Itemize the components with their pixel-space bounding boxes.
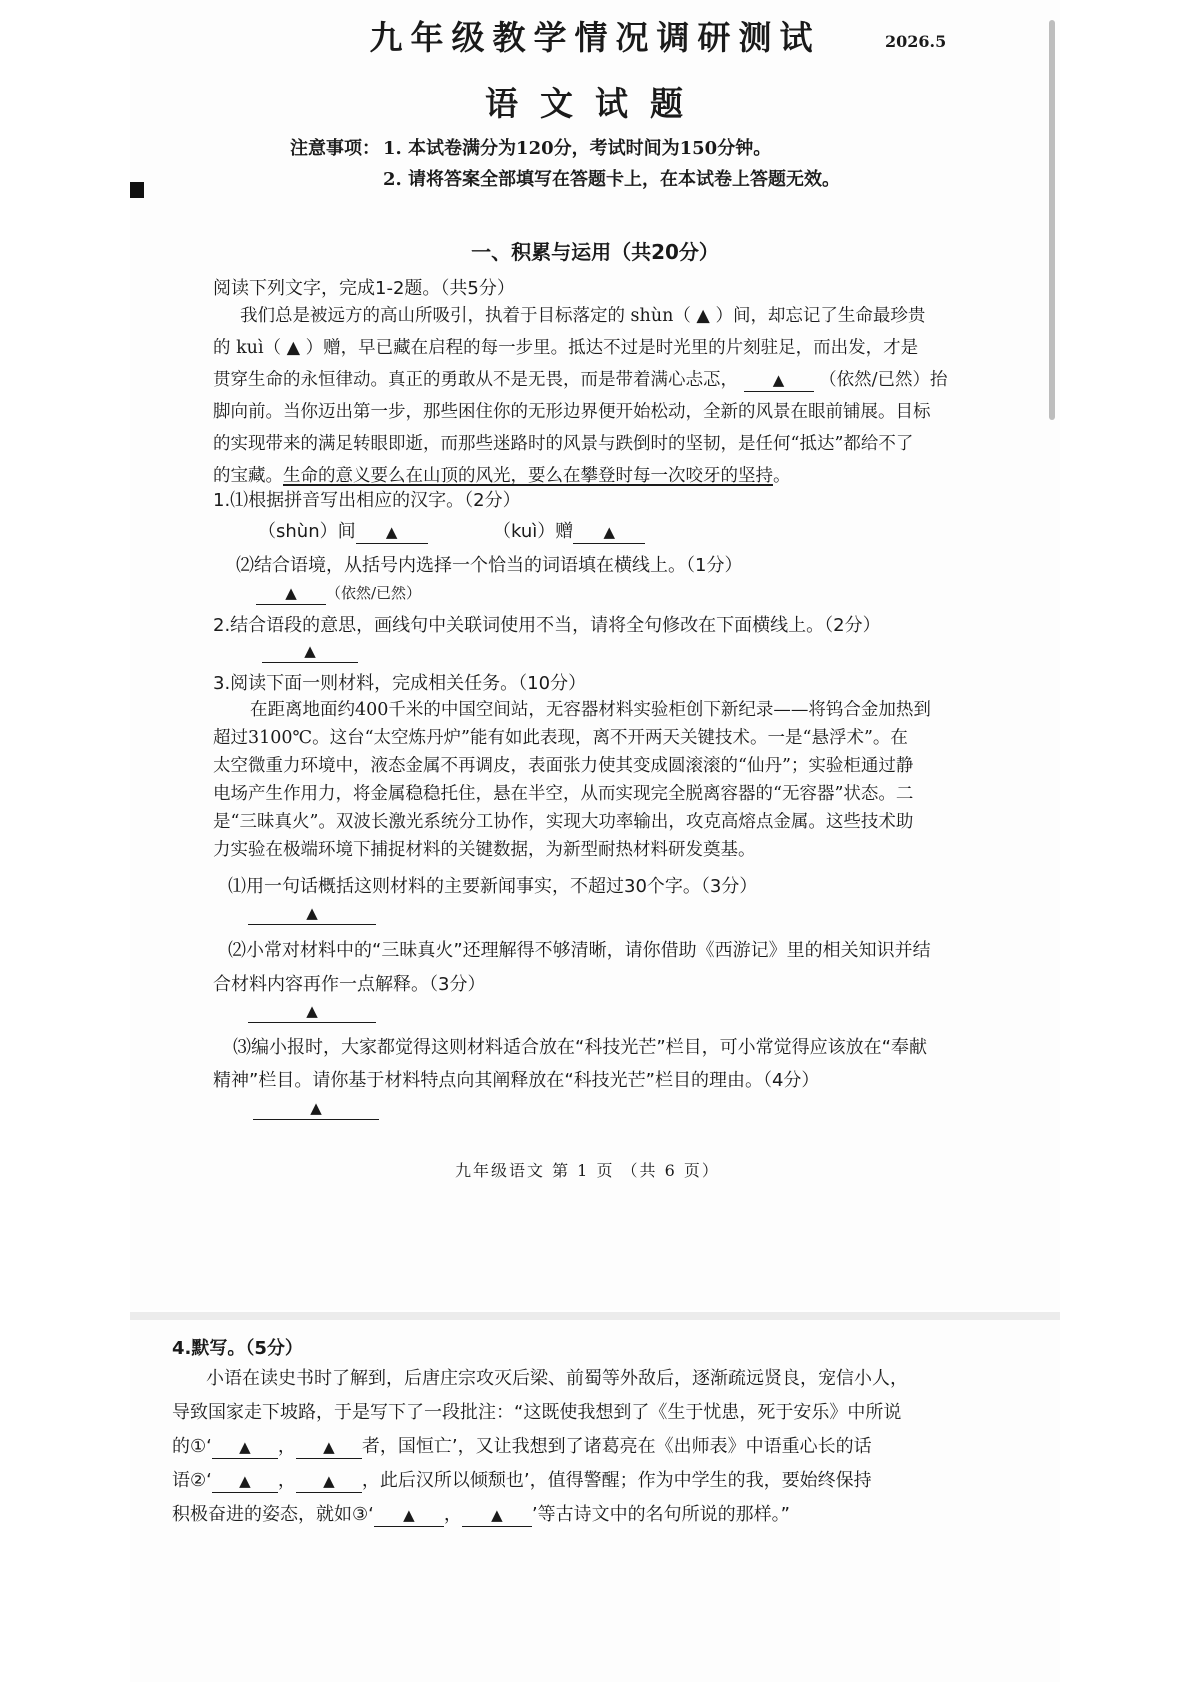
answer-blank: [248, 903, 376, 925]
material-line: 超过3100℃。这台“太空炼丹炉”能有如此表现，离不开两天关键技术。一是“悬浮术”。在: [213, 728, 908, 748]
material-line: 电场产生作用力，将金属稳稳托住，悬在半空，从而实现完全脱离容器的“无容器”状态。二: [213, 784, 914, 804]
q4-line: [172, 1432, 872, 1459]
triangle-icon: ▲: [310, 1099, 322, 1117]
q4-text: ，: [277, 1436, 296, 1457]
exam-date: 2026.5: [885, 32, 947, 51]
q3-3-answer: [253, 1097, 379, 1120]
answer-blank: [262, 641, 358, 663]
passage-intro: 阅读下列文字，完成1-2题。（共5分）: [213, 278, 515, 299]
answer-blank: [296, 1437, 362, 1459]
passage-text: （依然/已然）抬: [819, 370, 948, 390]
passage-text: 的宝藏。: [213, 466, 283, 486]
answer-blank: [374, 1505, 444, 1527]
triangle-icon: ▲: [239, 1438, 251, 1456]
passage-line: [213, 364, 948, 396]
q4-line: [172, 1500, 790, 1527]
answer-blank: [356, 522, 428, 544]
material-line: 在距离地面约400千米的中国空间站，无容器材料实验柜创下新纪录——将钨合金加热到: [250, 700, 931, 720]
alignment-marker: [130, 182, 144, 198]
triangle-icon: ▲: [403, 1506, 415, 1524]
passage-line: 的实现带来的满足转眼即逝，而那些迷路时的风景与跌倒时的坚韧，是任何“抵达”都给不了: [213, 434, 914, 454]
question-3: 3.阅读下面一则材料，完成相关任务。（10分）: [213, 673, 587, 694]
q4-line: 小语在读史书时了解到，后唐庄宗攻灭后梁、前蜀等外敌后，逐渐疏远贤良，宠信小人，: [206, 1368, 908, 1389]
triangle-icon: ▲: [603, 523, 616, 541]
question-3-3-cont: 精神”栏目。请你基于材料特点向其阐释放在“科技光芒”栏目的理由。（4分）: [213, 1070, 820, 1091]
notes-item-2: 2. 请将答案全部填写在答题卡上，在本试卷上答题无效。: [383, 169, 841, 190]
q4-text: ’等古诗文中的名句所说的那样。”: [531, 1504, 790, 1525]
triangle-icon: ▲: [304, 642, 316, 660]
notes-label: 注意事项：: [290, 138, 380, 159]
q4-text: 语②‘: [172, 1470, 212, 1491]
q1-label-shun: （shùn）间: [258, 521, 356, 542]
q4-text: 者，国恒亡’，又让我想到了诸葛亮在《出师表》中语重心长的话: [361, 1436, 872, 1457]
question-1-2: ⑵结合语境，从括号内选择一个恰当的词语填在横线上。（1分）: [236, 555, 743, 576]
q4-text: 积极奋进的姿态，就如③‘: [172, 1504, 374, 1525]
passage-text: 。: [773, 466, 791, 486]
answer-blank: [212, 1437, 278, 1459]
material-line: 太空微重力环境中，液态金属不再调皮，表面张力使其变成圆滚滚的“仙丹”；实验柜通过静: [213, 756, 914, 776]
passage-text: 贯穿生命的永恒律动。真正的勇敢从不是无畏，而是带着满心忐忑，: [213, 370, 738, 390]
triangle-icon: ▲: [772, 371, 785, 389]
q1-label-kui: （kuì）赠: [493, 521, 574, 542]
answer-blank: [573, 522, 645, 544]
q1-2-answer: [256, 582, 421, 605]
q3-2-answer: [248, 1000, 376, 1023]
q4-text: ，此后汉所以倾颓也’，值得警醒；作为中学生的我，要始终保持: [361, 1470, 872, 1491]
q1-item-b: [493, 517, 645, 544]
question-3-2-cont: 合材料内容再作一点解释。（3分）: [213, 974, 486, 995]
exam-subject: 语文试题: [485, 84, 705, 123]
q4-text: ，: [443, 1504, 462, 1525]
answer-blank: [248, 1001, 376, 1023]
section-1-title: 一、积累与运用（共20分）: [471, 240, 719, 264]
passage-line: 的 kuì（ ▲ ）赠，早已藏在启程的每一步里。抵达不过是时光里的片刻驻足，而出发，才是: [213, 338, 919, 358]
q1-2-options: （依然/已然）: [326, 584, 422, 602]
answer-blank: [296, 1471, 362, 1493]
q3-1-answer: [248, 902, 376, 925]
answer-blank: [256, 583, 326, 605]
passage-line: 脚向前。当你迈出第一步，那些困住你的无形边界便开始松动，全新的风景在眼前铺展。目标: [213, 402, 931, 422]
answer-blank: [462, 1505, 532, 1527]
q4-line: [172, 1466, 872, 1493]
answer-blank: [212, 1471, 278, 1493]
notes-item-1: 1. 本试卷满分为120分，考试时间为150分钟。: [383, 138, 772, 159]
triangle-icon: ▲: [306, 904, 318, 922]
triangle-icon: ▲: [285, 584, 297, 602]
question-4: 4.默写。（5分）: [172, 1338, 303, 1359]
question-3-2: ⑵小常对材料中的“三昧真火”还理解得不够清晰，请你借助《西游记》里的相关知识并结: [228, 940, 931, 961]
triangle-icon: ▲: [323, 1438, 335, 1456]
material-line: 是“三昧真火”。双波长激光系统分工协作，实现大功率输出，攻克高熔点金属。这些技术助: [213, 812, 914, 832]
triangle-icon: ▲: [306, 1002, 318, 1020]
question-3-3: ⑶编小报时，大家都觉得这则材料适合放在“科技光芒”栏目，可小常觉得应该放在“奉献: [233, 1037, 927, 1058]
page-separator: [130, 1312, 1060, 1320]
q4-text: 的①‘: [172, 1436, 212, 1457]
question-1-1: 1.⑴根据拼音写出相应的汉字。（2分）: [213, 490, 521, 511]
q2-answer: [262, 640, 358, 663]
question-2: 2.结合语段的意思，画线句中关联词使用不当，请将全句修改在下面横线上。（2分）: [213, 615, 881, 636]
underlined-sentence: 生命的意义要么在山顶的风光，要么在攀登时每一次咬牙的坚持: [283, 466, 773, 486]
q4-text: ，: [277, 1470, 296, 1491]
triangle-icon: ▲: [491, 1506, 503, 1524]
q4-line: 导致国家走下坡路，于是写下了一段批注：“这既使我想到了《生于忧患，死于安乐》中所说: [172, 1402, 902, 1423]
triangle-icon: ▲: [385, 523, 398, 541]
question-3-1: ⑴用一句话概括这则材料的主要新闻事实，不超过30个字。（3分）: [228, 876, 758, 897]
passage-line: 我们总是被远方的高山所吸引，执着于目标落定的 shùn（ ▲ ）间，却忘记了生命最珍贵: [240, 306, 926, 326]
triangle-icon: ▲: [239, 1472, 251, 1490]
answer-blank: [253, 1098, 379, 1120]
page-footer: 九年级语文 第 1 页 （共 6 页）: [455, 1161, 720, 1180]
q1-item-a: [258, 517, 428, 544]
triangle-icon: ▲: [323, 1472, 335, 1490]
answer-blank: [744, 370, 814, 392]
material-line: 力实验在极端环境下捕捉材料的关键数据，为新型耐热材料研发奠基。: [213, 840, 756, 860]
exam-title: 九年级教学情况调研测试: [369, 18, 821, 57]
